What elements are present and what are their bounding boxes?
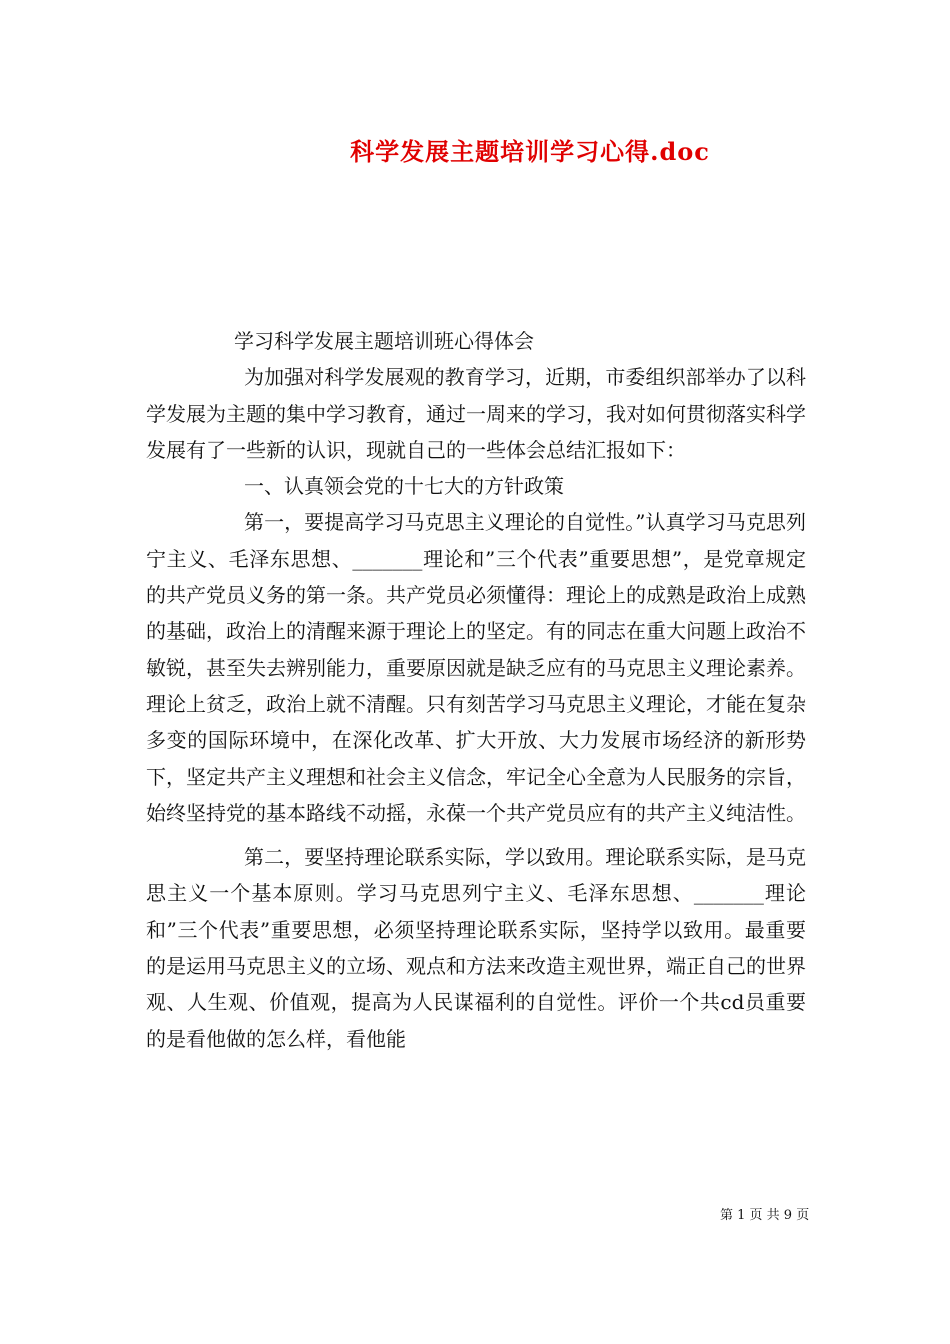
document-subtitle: 学习科学发展主题培训班心得体会 [234, 329, 534, 353]
body-paragraph-second: 第二，要坚持理论联系实际，学以致用。理论联系实际，是马克思主义一个基本原则。学习马克思列宁主义、毛泽东思想、_______理论和”三个代表”重要思想，必须坚持理论联系实际，坚持学以致用。最重要的是运用马克思主义的立场、观点和方法来改造主观世界，端正自己的世界观、人生观、价值观，提高为人民谋福利的自觉性。评价一个共cd员重要的是看他做的怎么样，看他能 [146, 845, 806, 1051]
document-title: 科学发展主题培训学习心得.doc [350, 137, 710, 166]
section-heading-1: 一、认真领会党的十七大的方针政策 [244, 474, 564, 499]
page-number-footer: 第 1 页 共 9 页 [720, 1208, 810, 1223]
body-paragraph-first: 第一，要提高学习马克思主义理论的自觉性。”认真学习马克思列宁主义、毛泽东思想、_______理论和”三个代表”重要思想”，是党章规定的共产党员义务的第一条。共产党员必须懂得：理论上的成熟是政治上成熟的基础，政治上的清醒来源于理论上的坚定。有的同志在重大问题上政治不敏锐，甚至失去辨别能力，重要原因就是缺乏应有的马克思主义理论素养。理论上贫乏，政治上就不清醒。只有刻苦学习马克思主义理论，才能在复杂多变的国际环境中，在深化改革、扩大开放、大力发展市场经济的新形势下，坚定共产主义理想和社会主义信念，牢记全心全意为人民服务的宗旨，始终坚持党的基本路线不动摇，永葆一个共产党员应有的共产主义纯洁性。 [146, 510, 806, 825]
document-body [146, 323, 806, 1057]
body-paragraph-intro: 为加强对科学发展观的教育学习，近期，市委组织部举办了以科学发展为主题的集中学习教育，通过一周来的学习，我对如何贯彻落实科学发展有了一些新的认识，现就自己的一些体会总结汇报如下： [146, 365, 806, 462]
